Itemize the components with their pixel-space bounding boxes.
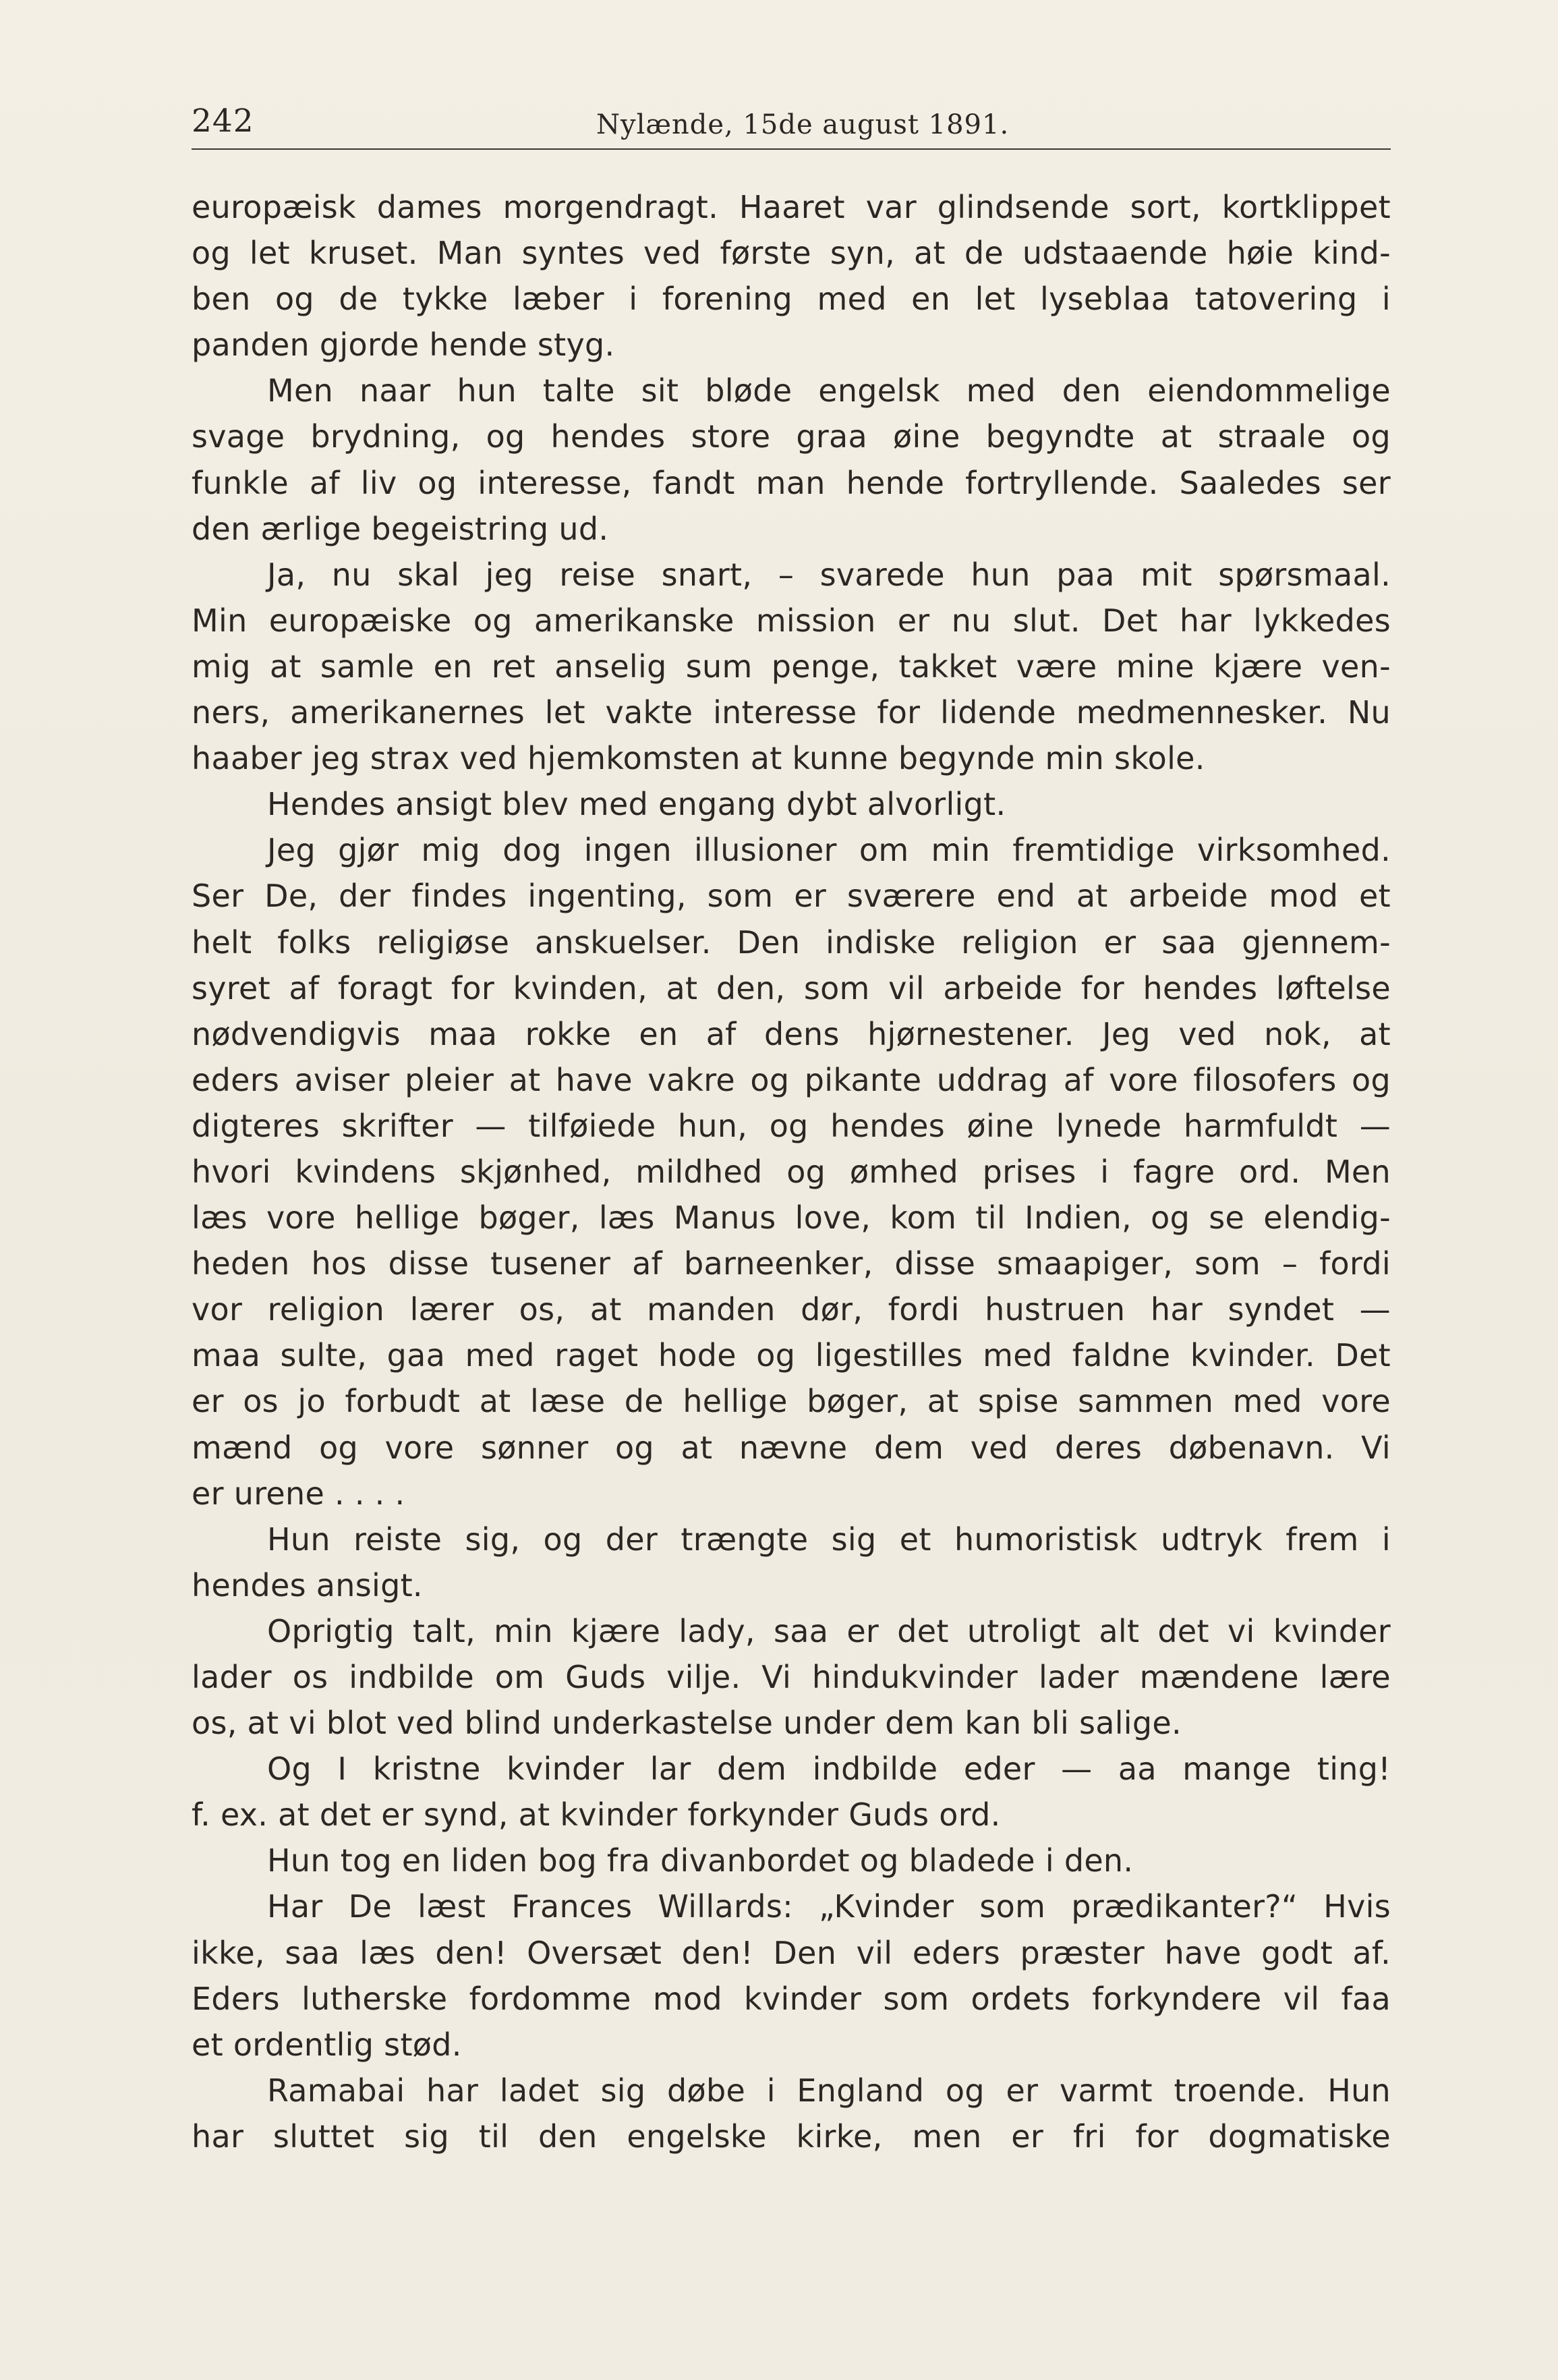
page-number: 242 [192, 103, 254, 140]
text-line: et ordentlig stød. [192, 2026, 462, 2063]
text-line: Ser De, der findes ingenting, som er sværere end at arbeide mod et [192, 878, 1391, 915]
text-line: heden hos disse tusener af barneenker, disse smaapiger, som – fordi [192, 1245, 1391, 1282]
text-line: f. ex. at det er synd, at kvinder forkynder Guds ord. [192, 1796, 1001, 1834]
text-line: Oprigtig talt, min kjære lady, saa er det utroligt alt det vi kvinder [267, 1612, 1391, 1649]
text-line: Men naar hun talte sit bløde engelsk med den eiendommelige [267, 372, 1391, 409]
text-line: er os jo forbudt at læse de hellige bøger, at spise sammen med vore [192, 1383, 1391, 1420]
text-line: Ja, nu skal jeg reise snart, – svarede hun paa mit spørsmaal. [267, 556, 1391, 593]
text-line: os, at vi blot ved blind underkastelse under dem kan bli salige. [192, 1705, 1182, 1742]
text-line: Min europæiske og amerikanske mission er nu slut. Det har lykkedes [192, 602, 1391, 639]
text-line: helt folks religiøse anskuelser. Den indiske religion er saa gjennem- [192, 924, 1391, 961]
text-line: panden gjorde hende styg. [192, 327, 615, 364]
text-line: lader os indbilde om Guds vilje. Vi hindukvinder lader mændene lære [192, 1659, 1391, 1695]
text-line: Hun tog en liden bog fra divanbordet og bladede i den. [267, 1842, 1134, 1879]
text-line: læs vore hellige bøger, læs Manus love, kom til Indien, og se elendig- [192, 1199, 1391, 1237]
text-line: mig at samle en ret anselig sum penge, takket være mine kjære ven- [192, 648, 1391, 685]
text-line: funkle af liv og interesse, fandt man hende fortryllende. Saaledes ser [192, 464, 1391, 501]
text-line: har sluttet sig til den engelske kirke, men er fri for dogmatiske [192, 2118, 1391, 2155]
text-line: og let kruset. Man syntes ved første syn, at de udstaaende høie kind- [192, 235, 1391, 272]
text-line: mænd og vore sønner og at nævne dem ved deres døbenavn. Vi [192, 1429, 1391, 1466]
text-line: syret af foragt for kvinden, at den, som vil arbeide for hendes løftelse [192, 969, 1391, 1007]
text-line: digteres skrifter — tilføiede hun, og hendes øine lynede harmfuldt — [192, 1107, 1391, 1144]
text-line: maa sulte, gaa med raget hode og ligestilles med faldne kvinder. Det [192, 1337, 1391, 1374]
text-line: Hendes ansigt blev med engang dybt alvorligt. [267, 786, 1006, 823]
running-head: Nylænde, 15de august 1891. [596, 109, 1010, 140]
text-line: Og I kristne kvinder lar dem indbilde eder — aa mange ting! [267, 1751, 1391, 1788]
text-line: ners, amerikanernes let vakte interesse for lidende medmennesker. Nu [192, 694, 1391, 731]
body-text [192, 184, 1391, 2159]
text-line: svage brydning, og hendes store graa øine begyndte at straale og [192, 418, 1391, 455]
text-line: ikke, saa læs den! Oversæt den! Den vil eders præster have godt af. [192, 1934, 1391, 1971]
text-line: Hun reiste sig, og der trængte sig et humoristisk udtryk frem i [267, 1521, 1391, 1558]
text-line: er urene . . . . [192, 1475, 405, 1512]
text-line: den ærlige begeistring ud. [192, 510, 609, 547]
text-line: vor religion lærer os, at manden dør, fordi hustruen har syndet — [192, 1291, 1391, 1328]
text-line: ben og de tykke læber i forening med en let lyseblaa tatovering i [192, 281, 1391, 318]
text-line: eders aviser pleier at have vakre og pikante uddrag af vore filosofers og [192, 1061, 1391, 1098]
text-line: Ramabai har ladet sig døbe i England og er varmt troende. Hun [267, 2072, 1391, 2109]
page-header [192, 101, 1391, 155]
text-line: nødvendigvis maa rokke en af dens hjørnestener. Jeg ved nok, at [192, 1015, 1391, 1052]
text-line: Har De læst Frances Willards: „Kvinder som prædikanter?“ Hvis [267, 1888, 1391, 1925]
text-line: hvori kvindens skjønhed, mildhed og ømhed prises i fagre ord. Men [192, 1153, 1391, 1190]
text-line: Jeg gjør mig dog ingen illusioner om min fremtidige virksomhed. [267, 832, 1391, 869]
text-line: Eders lutherske fordomme mod kvinder som ordets forkyndere vil faa [192, 1980, 1391, 2017]
text-line: haaber jeg strax ved hjemkomsten at kunne begynde min skole. [192, 740, 1205, 777]
header-rule [192, 148, 1391, 150]
text-line: hendes ansigt. [192, 1566, 423, 1604]
text-line: europæisk dames morgendragt. Haaret var glindsende sort, kortklippet [192, 189, 1391, 225]
